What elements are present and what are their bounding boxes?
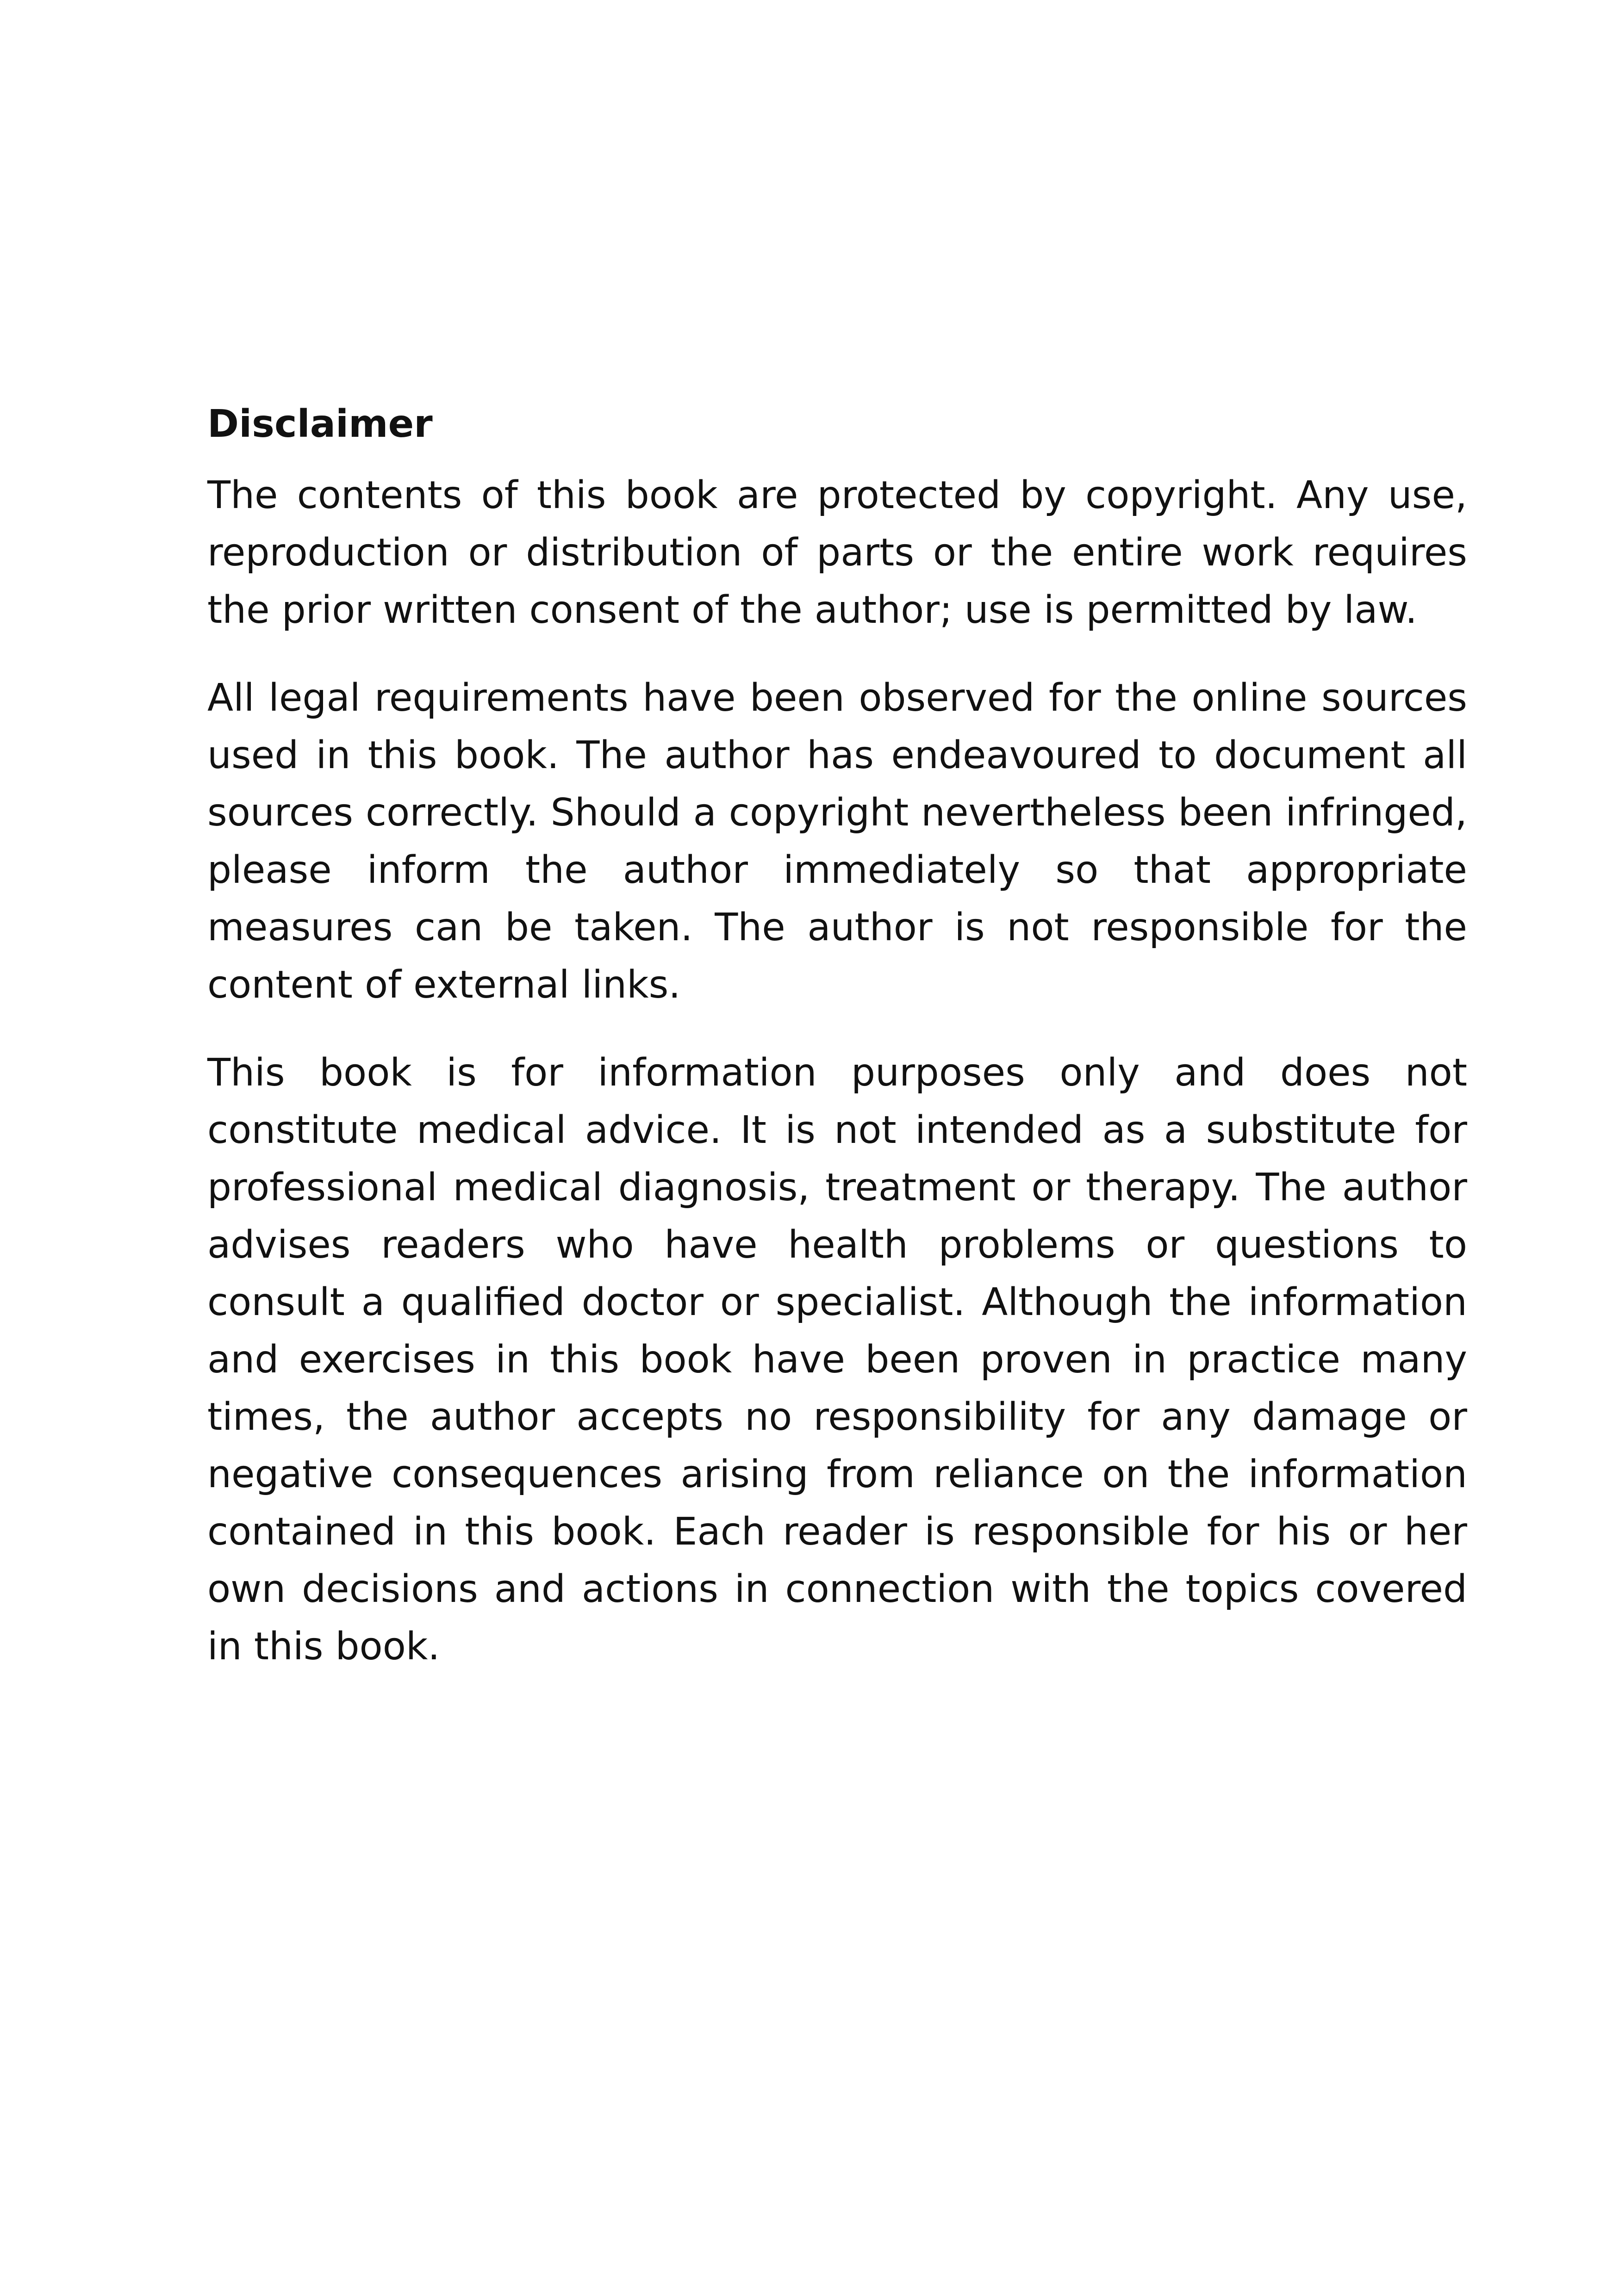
medical-advice-paragraph: This book is for information purposes only and does not constitute medical advice. It is not intended as a substitute for professional medical diagnosis, treatment or therapy. The author advises readers who have health problems or questions to consult a qualified doctor or specialist. Although the information and exercises in this book have been proven in practice many times, the author accepts no responsibility for any damage or negative consequences arising from reliance on the information contained in this book. Each reader is responsible for his or her own decisions and actions in connection with the topics covered in this book. bbox=[207, 1051, 1467, 1669]
copyright-paragraph: The contents of this book are protected by copyright. Any use, reproduction or distribution of parts or the entire work requires the prior written consent of the author; use is permitted by law. bbox=[207, 473, 1467, 632]
disclaimer-section bbox=[207, 396, 1467, 1675]
disclaimer-heading: Disclaimer bbox=[207, 402, 433, 446]
sources-paragraph: All legal requirements have been observed for the online sources used in this book. The author has endeavoured to document all sources correctly. Should a copyright nevertheless been infringed, please inform the author immediately so that appropriate measures can be taken. The author is not responsible for the content of external links. bbox=[207, 676, 1467, 1007]
